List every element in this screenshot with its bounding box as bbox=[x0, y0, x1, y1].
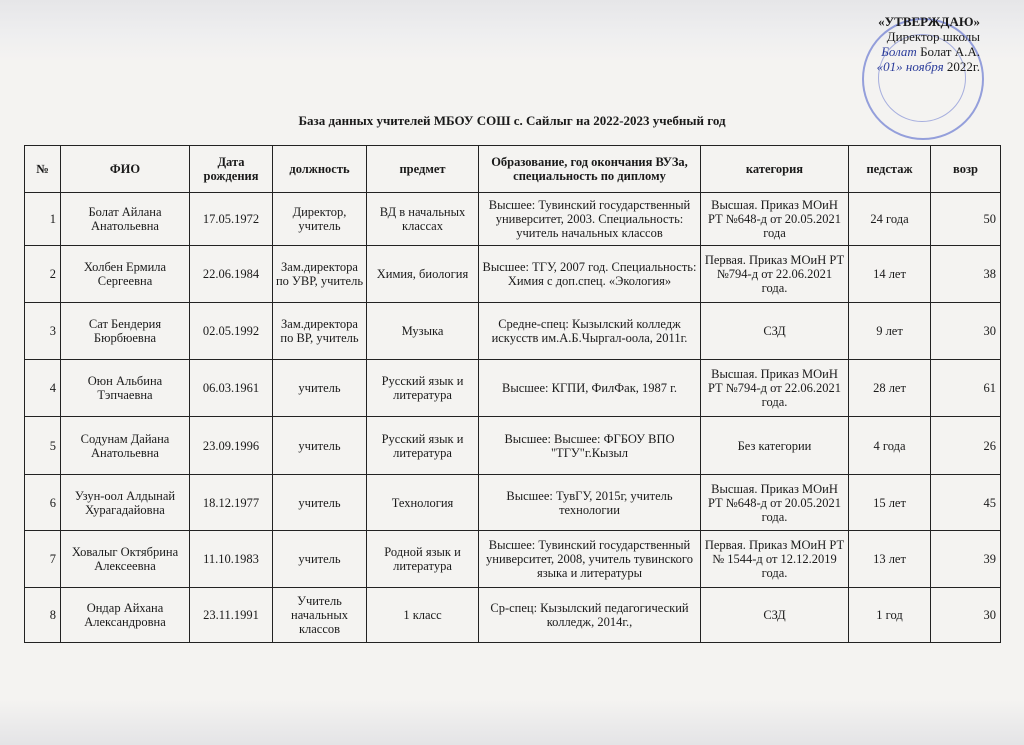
cell-birth-date: 23.09.1996 bbox=[190, 417, 273, 475]
cell-birth-date: 23.11.1991 bbox=[190, 588, 273, 643]
cell-num: 4 bbox=[25, 360, 61, 417]
approval-date-year: 2022г. bbox=[946, 59, 980, 74]
cell-num: 3 bbox=[25, 303, 61, 360]
header-experience: педстаж bbox=[849, 146, 931, 193]
cell-subject: ВД в начальных классах bbox=[367, 193, 479, 246]
cell-subject: Технология bbox=[367, 475, 479, 531]
header-birth-date: Дата рождения bbox=[190, 146, 273, 193]
cell-category: СЗД bbox=[701, 588, 849, 643]
table-row bbox=[25, 417, 1001, 475]
header-num: № bbox=[25, 146, 61, 193]
cell-education: Высшее: Высшее: ФГБОУ ВПО "ТГУ"г.Кызыл bbox=[479, 417, 701, 475]
approval-block bbox=[780, 14, 980, 74]
cell-age: 39 bbox=[931, 531, 1001, 588]
cell-experience: 24 года bbox=[849, 193, 931, 246]
cell-education: Средне-спец: Кызылский колледж искусств им.А.Б.Чыргал-оола, 2011г. bbox=[479, 303, 701, 360]
cell-age: 45 bbox=[931, 475, 1001, 531]
cell-fio: Ондар Айхана Александровна bbox=[61, 588, 190, 643]
cell-birth-date: 18.12.1977 bbox=[190, 475, 273, 531]
cell-fio: Болат Айлана Анатольевна bbox=[61, 193, 190, 246]
cell-fio: Ховалыг Октябрина Алексеевна bbox=[61, 531, 190, 588]
cell-experience: 14 лет bbox=[849, 246, 931, 303]
cell-birth-date: 02.05.1992 bbox=[190, 303, 273, 360]
cell-position: учитель bbox=[273, 360, 367, 417]
cell-category: Высшая. Приказ МОиН РТ №648-д от 20.05.2021 года. bbox=[701, 475, 849, 531]
cell-category: Высшая. Приказ МОиН РТ №794-д от 22.06.2021 года. bbox=[701, 360, 849, 417]
cell-category: Первая. Приказ МОиН РТ №794-д от 22.06.2021 года. bbox=[701, 246, 849, 303]
teachers-table bbox=[24, 145, 1001, 643]
cell-category: Первая. Приказ МОиН РТ № 1544-д от 12.12.2019 года. bbox=[701, 531, 849, 588]
cell-age: 50 bbox=[931, 193, 1001, 246]
cell-birth-date: 22.06.1984 bbox=[190, 246, 273, 303]
table-row bbox=[25, 531, 1001, 588]
table-row bbox=[25, 360, 1001, 417]
cell-age: 26 bbox=[931, 417, 1001, 475]
cell-num: 2 bbox=[25, 246, 61, 303]
cell-age: 30 bbox=[931, 588, 1001, 643]
approval-date-day: «01» bbox=[876, 59, 903, 74]
cell-experience: 15 лет bbox=[849, 475, 931, 531]
table-row bbox=[25, 246, 1001, 303]
cell-education: Высшее: ТувГУ, 2015г, учитель технологии bbox=[479, 475, 701, 531]
document-title: База данных учителей МБОУ СОШ с. Сайлыг на 2022-2023 учебный год bbox=[298, 113, 726, 128]
cell-birth-date: 17.05.1972 bbox=[190, 193, 273, 246]
cell-position: учитель bbox=[273, 531, 367, 588]
table-row bbox=[25, 303, 1001, 360]
approval-title: «УТВЕРЖДАЮ» bbox=[878, 14, 980, 29]
approval-position: Директор школы bbox=[886, 29, 980, 44]
scan-shading-bottom bbox=[0, 700, 1024, 745]
cell-position: учитель bbox=[273, 417, 367, 475]
cell-category: Высшая. Приказ МОиН РТ №648-д от 20.05.2021 года bbox=[701, 193, 849, 246]
cell-position: Зам.директора по ВР, учитель bbox=[273, 303, 367, 360]
cell-experience: 1 год bbox=[849, 588, 931, 643]
cell-fio: Узун-оол Алдынай Хурагадайовна bbox=[61, 475, 190, 531]
cell-position: Зам.директора по УВР, учитель bbox=[273, 246, 367, 303]
cell-subject: Русский язык и литература bbox=[367, 417, 479, 475]
header-education: Образование, год окончания ВУЗа, специальность по диплому bbox=[479, 146, 701, 193]
cell-num: 5 bbox=[25, 417, 61, 475]
cell-num: 6 bbox=[25, 475, 61, 531]
director-name: Болат А.А. bbox=[920, 44, 980, 59]
cell-position: Учитель начальных классов bbox=[273, 588, 367, 643]
table-header-row bbox=[25, 146, 1001, 193]
cell-birth-date: 06.03.1961 bbox=[190, 360, 273, 417]
cell-num: 8 bbox=[25, 588, 61, 643]
cell-fio: Холбен Ермила Сергеевна bbox=[61, 246, 190, 303]
cell-position: учитель bbox=[273, 475, 367, 531]
cell-num: 7 bbox=[25, 531, 61, 588]
header-position: должность bbox=[273, 146, 367, 193]
cell-subject: Химия, биология bbox=[367, 246, 479, 303]
approval-date-line bbox=[780, 59, 980, 74]
approval-signature-line bbox=[780, 44, 980, 59]
cell-subject: 1 класс bbox=[367, 588, 479, 643]
director-signature: Болат bbox=[881, 44, 917, 59]
cell-subject: Музыка bbox=[367, 303, 479, 360]
cell-fio: Содунам Дайана Анатольевна bbox=[61, 417, 190, 475]
cell-age: 30 bbox=[931, 303, 1001, 360]
cell-education: Высшее: КГПИ, ФилФак, 1987 г. bbox=[479, 360, 701, 417]
table-row bbox=[25, 193, 1001, 246]
cell-fio: Оюн Альбина Тэпчаевна bbox=[61, 360, 190, 417]
table-row bbox=[25, 588, 1001, 643]
cell-experience: 4 года bbox=[849, 417, 931, 475]
header-fio: ФИО bbox=[61, 146, 190, 193]
cell-experience: 9 лет bbox=[849, 303, 931, 360]
cell-category: Без категории bbox=[701, 417, 849, 475]
cell-age: 38 bbox=[931, 246, 1001, 303]
cell-num: 1 bbox=[25, 193, 61, 246]
cell-education: Высшее: Тувинский государственный университет, 2008, учитель тувинского языка и литературы bbox=[479, 531, 701, 588]
header-subject: предмет bbox=[367, 146, 479, 193]
header-age: возр bbox=[931, 146, 1001, 193]
cell-age: 61 bbox=[931, 360, 1001, 417]
cell-category: СЗД bbox=[701, 303, 849, 360]
cell-subject: Русский язык и литература bbox=[367, 360, 479, 417]
cell-fio: Сат Бендерия Бюрбюевна bbox=[61, 303, 190, 360]
cell-experience: 28 лет bbox=[849, 360, 931, 417]
approval-date-month: ноября bbox=[905, 59, 944, 74]
cell-education: Ср-спец: Кызылский педагогический колледж, 2014г., bbox=[479, 588, 701, 643]
cell-education: Высшее: ТГУ, 2007 год. Специальность: Химия с доп.спец. «Экология» bbox=[479, 246, 701, 303]
cell-subject: Родной язык и литература bbox=[367, 531, 479, 588]
cell-position: Директор, учитель bbox=[273, 193, 367, 246]
cell-experience: 13 лет bbox=[849, 531, 931, 588]
table-row bbox=[25, 475, 1001, 531]
cell-education: Высшее: Тувинский государственный университет, 2003. Специальность: учитель начальных классов bbox=[479, 193, 701, 246]
header-category: категория bbox=[701, 146, 849, 193]
cell-birth-date: 11.10.1983 bbox=[190, 531, 273, 588]
